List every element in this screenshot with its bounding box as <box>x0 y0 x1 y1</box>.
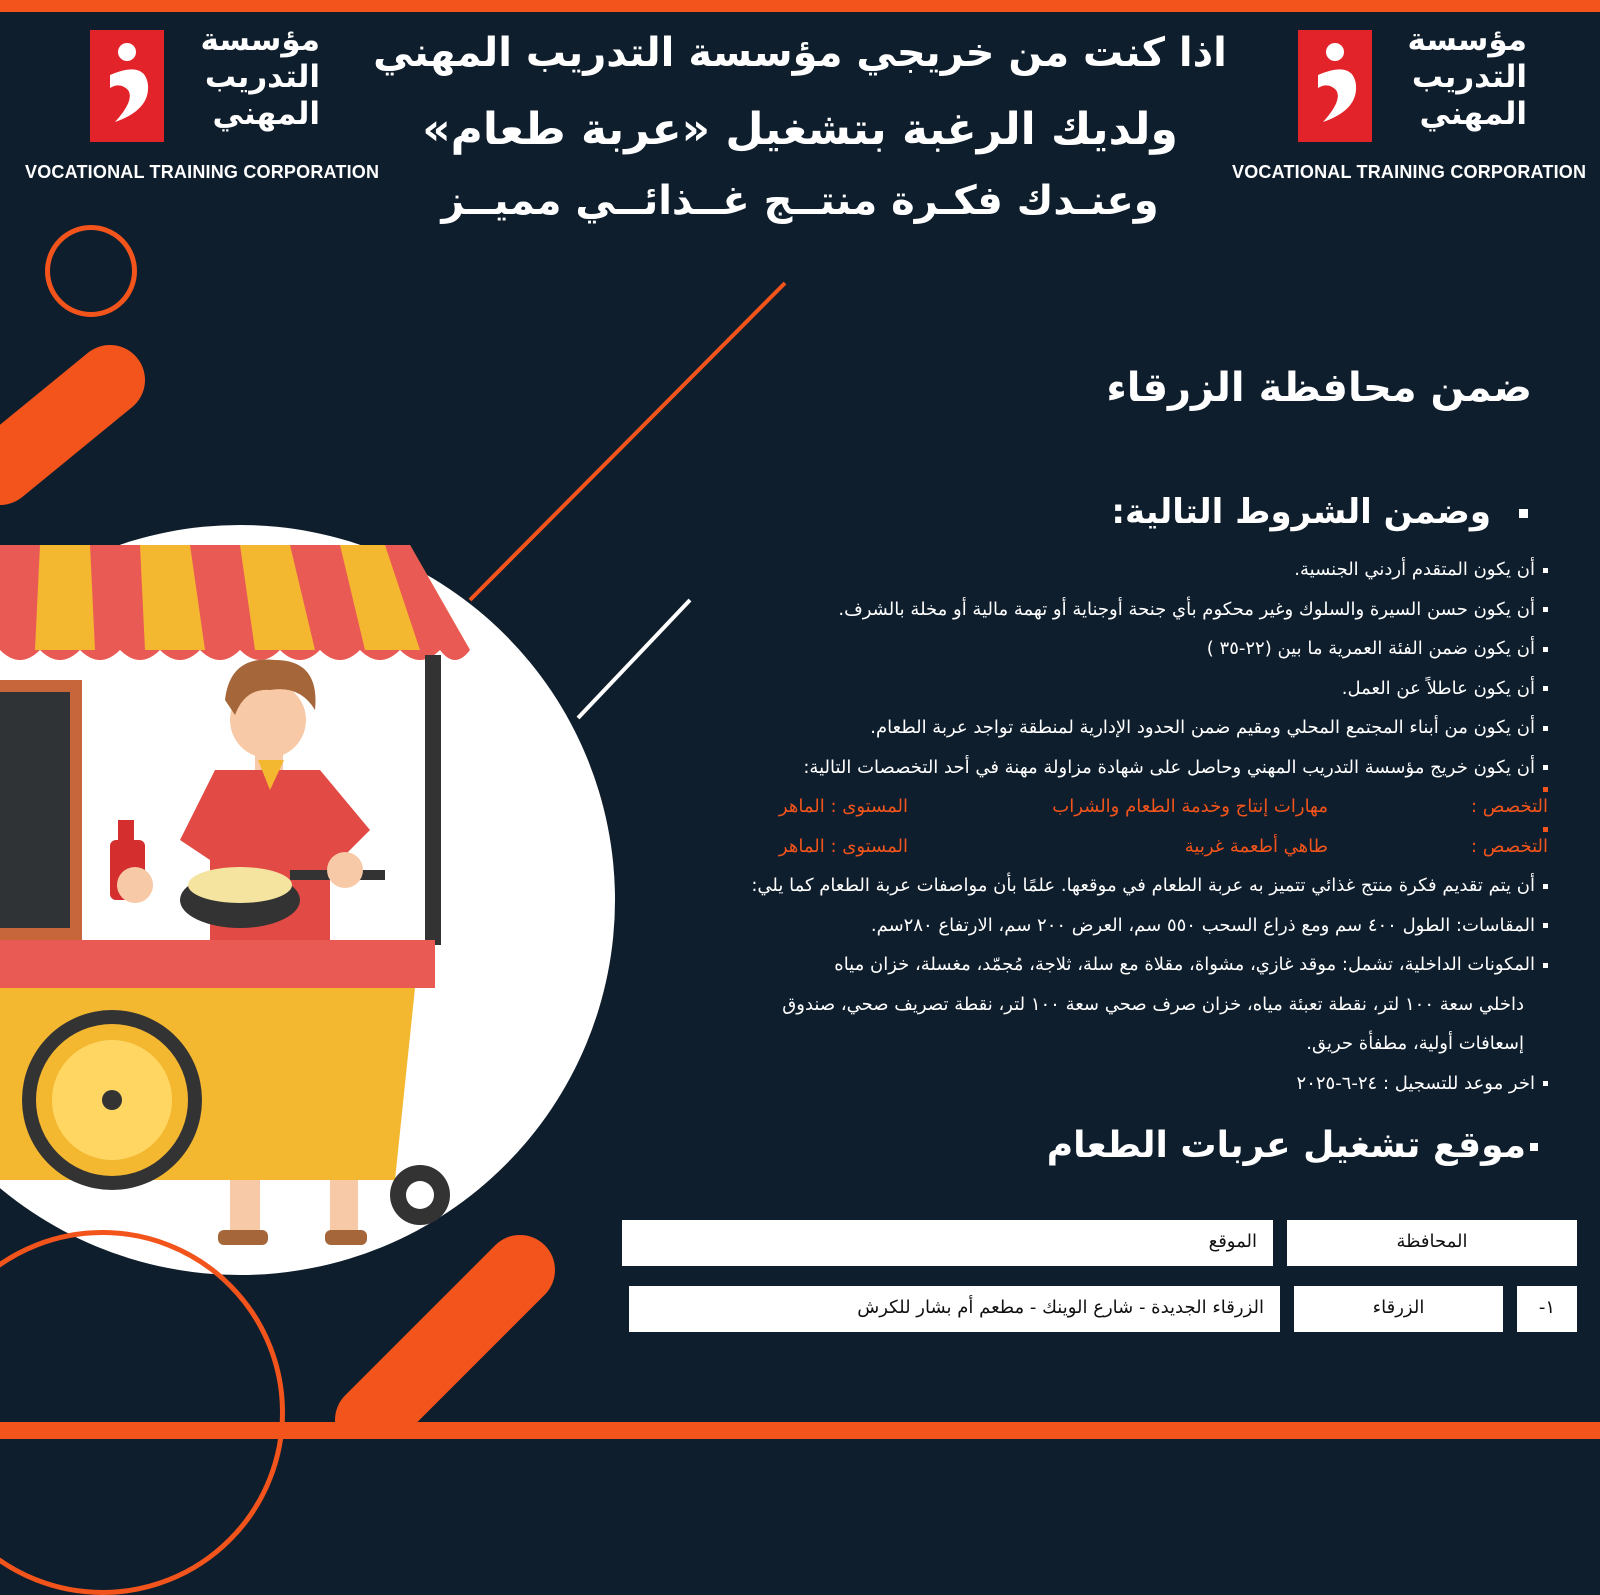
list-item: أن يتم تقديم فكرة منتج غذائي تتميز به عربة الطعام في موقعها. علمًا بأن مواصفات عربة الطعام كما يلي: <box>548 866 1548 906</box>
table-header-governorate: المحافظة <box>1287 1220 1577 1266</box>
list-item: أن يكون عاطلاً عن العمل. <box>548 669 1548 709</box>
vtc-logo-left <box>20 22 380 192</box>
bullet-square <box>1530 1143 1538 1151</box>
list-item: المكونات الداخلية، تشمل: موقد غازي، مشواة، مقلاة مع سلة، ثلاجة، مُجمّد، مغسلة، خزان مياه <box>548 945 1548 985</box>
list-item: أن يكون ضمن الفئة العمرية ما بين (٢٢-٣٥ ) <box>548 629 1548 669</box>
conditions-title-text: وضمن الشروط التالية: <box>1111 492 1491 532</box>
specialty-level: المستوى : الماهر <box>778 796 908 817</box>
specialty-name: مهارات إنتاج وخدمة الطعام والشراب <box>1052 796 1328 817</box>
locations-title-text: موقع تشغيل عربات الطعام <box>1046 1125 1526 1166</box>
headline-line-3: وعنـدك فكـرة منتــج غــذائــي مميــز <box>441 178 1159 224</box>
table-row-number: ١- <box>1517 1286 1577 1332</box>
table-row-location: الزرقاء الجديدة - شارع الوينك - مطعم أم بشار للكرش <box>629 1286 1280 1332</box>
food-cart-illustration <box>0 460 620 1360</box>
specialty-level: المستوى : الماهر <box>778 835 908 857</box>
registration-deadline: اخر موعد للتسجيل : ٢٤-٦-٢٠٢٥ <box>548 1064 1548 1104</box>
conditions-title <box>1111 492 1528 532</box>
list-item-continuation: إسعافات أولية، مطفأة حريق. <box>1306 1033 1524 1054</box>
list-item: المقاسات: الطول ٤٠٠ سم ومع ذراع السحب ٥٥٠ سم، العرض ٢٠٠ سم، الارتفاع ٢٨٠سم. <box>548 906 1548 946</box>
vtc-logo-icon <box>90 30 164 142</box>
region-title: ضمن محافظة الزرقاء <box>1106 365 1532 411</box>
logo-arabic-name: مؤسسة التدريب المهني <box>200 22 320 132</box>
vtc-logo-icon <box>1298 30 1372 142</box>
specialty-row <box>548 827 1548 867</box>
logo-english-name: VOCATIONAL TRAINING CORPORATION <box>1232 162 1587 182</box>
specialty-label: التخصص : <box>1471 835 1548 857</box>
bottom-accent-stripe <box>0 1422 1600 1439</box>
headline-line-1: اذا كنت من خريجي مؤسسة التدريب المهني <box>373 30 1227 76</box>
list-item: أن يكون خريج مؤسسة التدريب المهني وحاصل على شهادة مزاولة مهنة في أحد التخصصات التالية: <box>548 748 1548 788</box>
vtc-logo-right <box>1225 22 1585 192</box>
headline-line-2: ولديك الرغبة بتشغيل «عربة طعام» <box>422 104 1178 155</box>
table-header-location: الموقع <box>622 1220 1273 1266</box>
specialty-label: التخصص : <box>1471 796 1548 817</box>
list-item: أن يكون المتقدم أردني الجنسية. <box>548 550 1548 590</box>
conditions-list <box>548 550 1548 1103</box>
list-item-continuation: داخلي سعة ١٠٠ لتر، نقطة تعبئة مياه، خزان صرف صحي سعة ١٠٠ لتر، نقطة تصريف صحي، صندوق <box>782 993 1524 1015</box>
list-item: أن يكون حسن السيرة والسلوك وغير محكوم بأي جنحة أوجناية أو تهمة مالية أو مخلة بالشرف. <box>548 590 1548 630</box>
logo-arabic-name: مؤسسة التدريب المهني <box>1407 22 1527 132</box>
table-row-governorate: الزرقاء <box>1294 1286 1503 1332</box>
logo-english-name: VOCATIONAL TRAINING CORPORATION <box>25 162 380 182</box>
list-item: أن يكون من أبناء المجتمع المحلي ومقيم ضمن الحدود الإدارية لمنطقة تواجد عربة الطعام. <box>548 708 1548 748</box>
specialty-row <box>548 787 1548 827</box>
bullet-square <box>1519 509 1528 518</box>
specialty-name: طاهي أطعمة غربية <box>1184 835 1328 857</box>
locations-title <box>1047 1125 1538 1166</box>
